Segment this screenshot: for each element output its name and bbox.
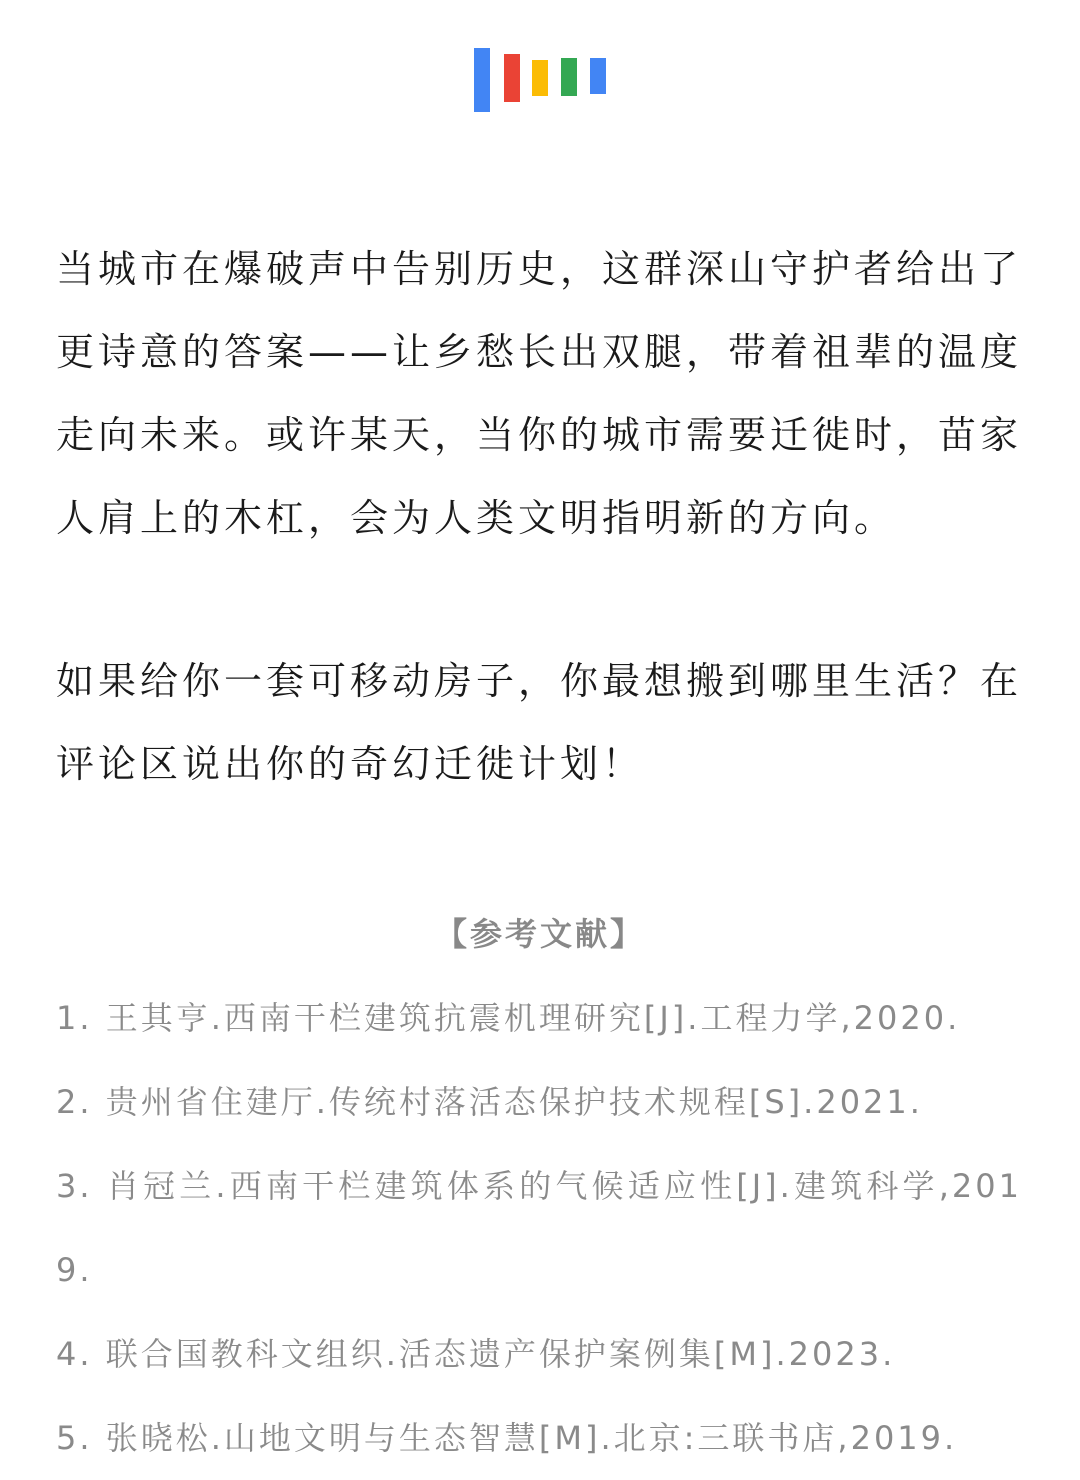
reference-item: 3. 肖冠兰.西南干栏建筑体系的气候适应性[J].建筑科学,2019. [56,1167,1022,1289]
reference-item: 2. 贵州省住建厅.传统村落活态保护技术规程[S].2021. [56,1083,923,1121]
article-paragraph-2: 如果给你一套可移动房子，你最想搬到哪里生活？在评论区说出你的奇幻迁徙计划！ [56,659,1023,786]
reference-item: 4. 联合国教科文组织.活态遗产保护案例集[M].2023. [56,1335,896,1373]
article-body [56,228,1022,806]
logo-bar-yellow [532,60,548,96]
article-paragraph-1: 当城市在爆破声中告别历史，这群深山守护者给出了更诗意的答案——让乡愁长出双腿，带着祖辈的温度走向未来。或许某天，当你的城市需要迁徙时，苗家人肩上的木杠，会为人类文明指明新的方向。 [56,247,1023,540]
reference-item: 5. 张晓松.山地文明与生态智慧[M].北京:三联书店,2019. [56,1419,958,1457]
logo-bar-blue-2 [590,58,606,94]
logo-bar-green [561,58,577,96]
logo-bar-red [504,54,520,102]
reference-item: 1. 王其亨.西南干栏建筑抗震机理研究[J].工程力学,2020. [56,999,961,1037]
references-list [56,976,1022,1480]
color-bars-logo [474,48,606,112]
references-title: 【参考文献】 [434,915,645,953]
logo-bar-blue [474,48,490,112]
